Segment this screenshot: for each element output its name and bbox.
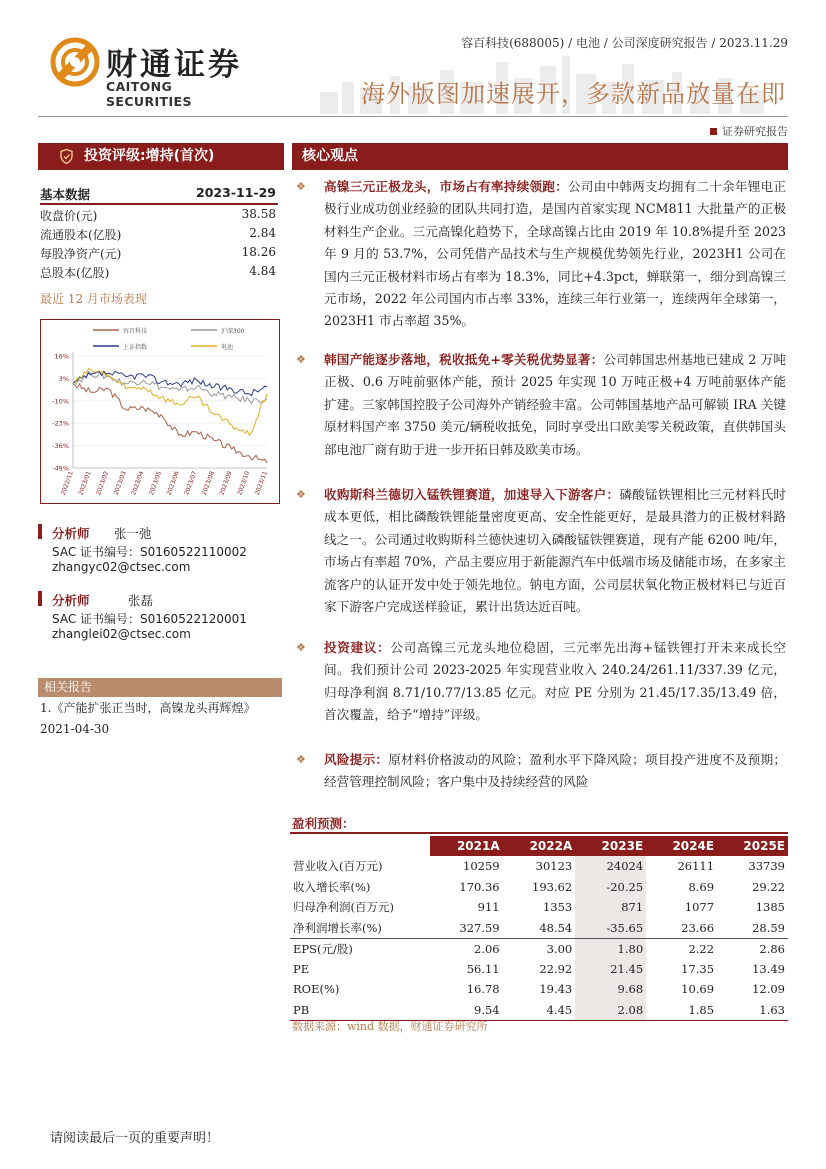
caitong-emblem-icon [50,37,100,87]
row-label: 归母净利润(百万元) [293,900,394,915]
related-report-link[interactable]: 1.《产能扩张正当时，高镍龙头再辉煌》 [40,701,256,715]
bullet-text: 公司高镍三元龙头地位稳固，三元率先出海+锰铁锂打开未来成长空间。我们预计公司 2023-2025 年实现营业收入 240.24/261.11/337.39 亿元，归母净利润 8.71/10.77/13.85 亿元。对应 PE 分别为 21.45/17.35/13.49 倍，首次覆盖，给予“增持”评级。 [324,640,786,723]
table-cell: 170.36 [459,879,500,894]
table-cell: 16.78 [466,982,500,997]
x-tick-label: 2023/09 [218,470,234,497]
y-tick-label: -36% [52,442,69,451]
legend-label: 容百科技 [123,328,148,335]
market-performance-title: 最近 12 月市场表现 [40,292,147,306]
table-cell: 10.69 [681,982,715,997]
related-reports-banner: 相关报告 [38,678,282,697]
row-label: 营业收入(百万元) [293,859,383,874]
row-label: PE [293,961,310,976]
report-type-text: 证券研究报告 [722,125,788,138]
analyst-email[interactable]: zhanglei02@ctsec.com [52,627,191,641]
basic-data-value: 38.58 [241,207,276,221]
shield-icon [60,149,73,164]
series-line [73,371,267,403]
analyst-email[interactable]: zhangyc02@ctsec.com [52,560,191,574]
column-header: 2023E [575,836,646,856]
analyst-marker [38,591,42,606]
table-cell: -20.25 [575,877,646,898]
logo-text-en: CAITONG SECURITIES [106,79,192,109]
legend-label: 上证指数 [123,344,148,351]
table-cell: 10259 [463,859,500,874]
basic-data-label: 总股本(亿股) [40,266,110,280]
x-tick-label: 2023/10 [236,470,252,497]
table-cell: 9.54 [430,1000,503,1021]
core-bullet [296,349,786,461]
table-cell: 2.06 [474,941,500,956]
table-cell: 26111 [677,859,715,874]
x-tick-label: 2023/05 [147,470,164,497]
analyst-marker [38,524,42,539]
x-tick-label: 2023/02 [95,470,111,497]
table-cell: 23.66 [646,918,717,939]
diamond-bullet-icon: ❖ [296,641,306,654]
diamond-bullet-icon: ❖ [296,180,306,193]
core-view-banner: 核心观点 [292,143,788,170]
related-report-date: 2021-04-30 [40,722,110,736]
basic-data-row [40,264,276,282]
analyst-label: 分析师 [52,593,90,608]
table-cell: 327.59 [430,918,503,939]
row-label: EPS(元/股) [293,941,353,956]
table-cell: 8.69 [688,879,715,894]
column-header: 2022A [503,836,576,856]
table-row [290,856,788,877]
table-cell: 24024 [575,856,646,877]
table-cell: 28.59 [717,918,788,939]
performance-chart-svg [41,320,279,503]
diamond-bullet-icon: ❖ [296,488,306,501]
y-tick-label: -10% [52,397,69,406]
table-cell: 193.62 [532,879,573,894]
market-performance-chart [40,319,280,504]
table-corner [290,836,430,856]
bullet-heading: 高镍三元正极龙头，市场占有率持续领跑： [324,179,568,194]
diamond-bullet-icon: ❖ [296,753,306,766]
profit-forecast-title: 盈利预测： [292,816,355,831]
bullet-text: 公司韩国忠州基地已建成 2 万吨正极、0.6 万吨前驱体产能，预计 2025 年实现 10 万吨正极+4 万吨前驱体产能扩建。三家韩国控股子公司海外产销经验丰富。公司韩国基地产品可解锁 IRA 关键原材料国产率 3750 美元/辆税收抵免，同时享受出口欧美零关税政策，直供韩国头部电池厂商有助于进一步开拓日韩及欧美市场。 [324,352,786,457]
core-bullet [296,749,786,794]
bullet-heading: 投资建议： [324,640,391,655]
y-tick-label: 3% [58,374,69,383]
rating-banner [38,143,284,170]
table-cell: 22.92 [539,961,573,976]
x-tick-label: 2023/11 [253,470,269,497]
table-row [290,918,788,939]
table-cell: 9.68 [575,979,646,1000]
bullet-text: 原材料价格波动的风险；盈利水平下降风险；项目投产进度不及预期；经营管理控制风险；客户集中及持续经营的风险 [324,752,787,790]
legend-label: 电池 [221,344,234,351]
x-tick-label: 2023/06 [165,470,181,497]
table-row [290,959,788,980]
table-cell: 56.11 [466,961,500,976]
table-cell: 17.35 [681,961,715,976]
y-tick-label: 16% [54,352,69,361]
row-label: 收入增长率(%) [293,879,371,894]
table-row [290,979,788,1000]
table-cell: 1.80 [575,938,646,959]
table-cell: 19.43 [539,982,573,997]
basic-data-label: 每股净资产(元) [40,247,122,261]
x-tick-label: 2023/07 [183,470,199,497]
bullet-text: 公司由中韩两支均拥有二十余年锂电正极行业成功创业经验的团队共同打造，是国内首家实现 NCM811 大批量产的正极材料生产企业。三元高镍化趋势下，全球高镍占比由 2019 年 10.8%提升至 2023 年 9 月的 53.7%，公司凭借产品技术与生产规模优势领先行业，2023H1 公司在国内三元正极材料市场占有率为 18.3%，同比+4.3pct，蝉联第一，细分到高镍三元市场，2022 年公司国内市占率 33%，连续三年行业第一，连续两年全球第一，2023H1 市占率超 35%。 [324,179,787,329]
x-tick-label: 2023/01 [77,470,93,497]
y-tick-label: -23% [52,419,69,428]
table-cell: 13.49 [752,961,785,976]
table-cell: 1.63 [717,1000,788,1021]
header-divider [38,116,788,117]
profit-divider [290,832,788,834]
table-cell: 21.45 [575,959,646,980]
analyst-sac: SAC 证书编号：S0160522110002 [52,545,247,559]
analyst-sac: SAC 证书编号：S0160522120001 [52,612,247,626]
table-cell: 871 [575,897,646,918]
table-cell: 911 [477,900,500,915]
table-cell: 1077 [684,900,715,915]
bullet-heading: 韩国产能逐步落地，税收抵免+零关税优势显著： [324,352,604,367]
y-tick-label: -49% [52,464,69,473]
table-header-row [290,836,788,856]
x-tick-label: 2023/03 [112,470,128,497]
basic-data-label: 流通股本(亿股) [40,228,122,242]
rating-text: 投资评级:增持(首次) [84,148,215,164]
analyst-label: 分析师 [52,526,90,541]
table-cell: 4.45 [503,1000,576,1021]
report-type-label [710,123,788,139]
table-cell: 48.54 [503,918,576,939]
column-header: 2025E [717,836,788,856]
column-header: 2024E [646,836,717,856]
square-bullet-icon [710,128,717,135]
table-row [290,897,788,918]
table-cell: 1385 [755,900,785,915]
basic-data-value: 18.26 [241,245,276,259]
table-cell: 3.00 [546,941,573,956]
logo-text-cn: 财通证券 [106,47,242,83]
data-source-note: 数据来源：wind 数据，财通证券研究所 [292,1020,488,1033]
row-label: ROE(%) [293,982,340,997]
profit-forecast-table [290,836,788,1021]
basic-data-divider [40,203,278,205]
table-cell: 33739 [748,859,785,874]
row-label: 净利润增长率(%) [290,918,430,939]
analyst-name: 张一弛 [114,526,152,541]
table-cell: 1.85 [646,1000,717,1021]
core-bullet [296,484,786,618]
bullet-heading: 风险提示： [324,752,389,767]
table-cell: -35.65 [575,918,646,939]
basic-data-value: 4.84 [249,264,276,278]
table-cell: 2.22 [688,941,715,956]
core-bullet [296,176,786,333]
table-row [290,877,788,898]
table-cell: 2.08 [575,1000,646,1021]
table-cell: 29.22 [752,879,785,894]
disclaimer-note: 请阅读最后一页的重要声明！ [50,1131,220,1146]
row-label: PB [290,1000,430,1021]
diamond-bullet-icon: ❖ [296,353,306,366]
basic-data-header [40,185,276,203]
x-tick-label: 2023/04 [130,470,146,497]
analyst-name: 张磊 [128,593,154,608]
core-bullet [296,637,786,727]
basic-data-row [40,207,276,225]
basic-data-row [40,245,276,263]
table-row [290,1000,788,1021]
series-line [73,371,267,396]
report-title: 海外版图加速展开，多款新品放量在即 [361,80,786,108]
breadcrumb: 容百科技(688005) / 电池 / 公司深度研究报告 / 2023.11.29 [461,36,788,50]
table-cell: 2.86 [759,941,785,956]
basic-data-label: 收盘价(元) [40,209,98,223]
bullet-heading: 收购斯科兰德切入锰铁锂赛道，加速导入下游客户： [324,487,620,502]
x-tick-label: 2023/08 [200,470,216,497]
basic-data-date: 2023-11-29 [196,185,276,200]
x-tick-label: 2022/11 [59,470,75,497]
legend-label: 沪深300 [221,328,245,335]
table-row [290,938,788,959]
column-header: 2021A [430,836,503,856]
basic-data-value: 2.84 [249,226,276,240]
basic-data-row [40,226,276,244]
basic-data-title: 基本数据 [40,187,91,202]
table-cell: 30123 [535,859,573,874]
table-cell: 1353 [542,900,573,915]
company-logo [50,35,250,109]
table-cell: 12.09 [752,982,785,997]
bullet-text: 磷酸锰铁锂相比三元材料氏时成本更低，相比磷酸铁锂能量密度更高、安全性能更好，是最具潜力的正极材料路线之一。公司通过收购斯科兰德快速切入磷酸锰铁锂赛道，现有产能 6200 吨/年，市场占有率超 70%，产品主要应用于新能源汽车中低端市场及储能市场，在多家主流客户的认证开发中处于领先地位。钠电方面，公司层状氧化物正极材料已与近百家下游客户完成送样验证，累计出货达近百吨。 [324,487,787,615]
